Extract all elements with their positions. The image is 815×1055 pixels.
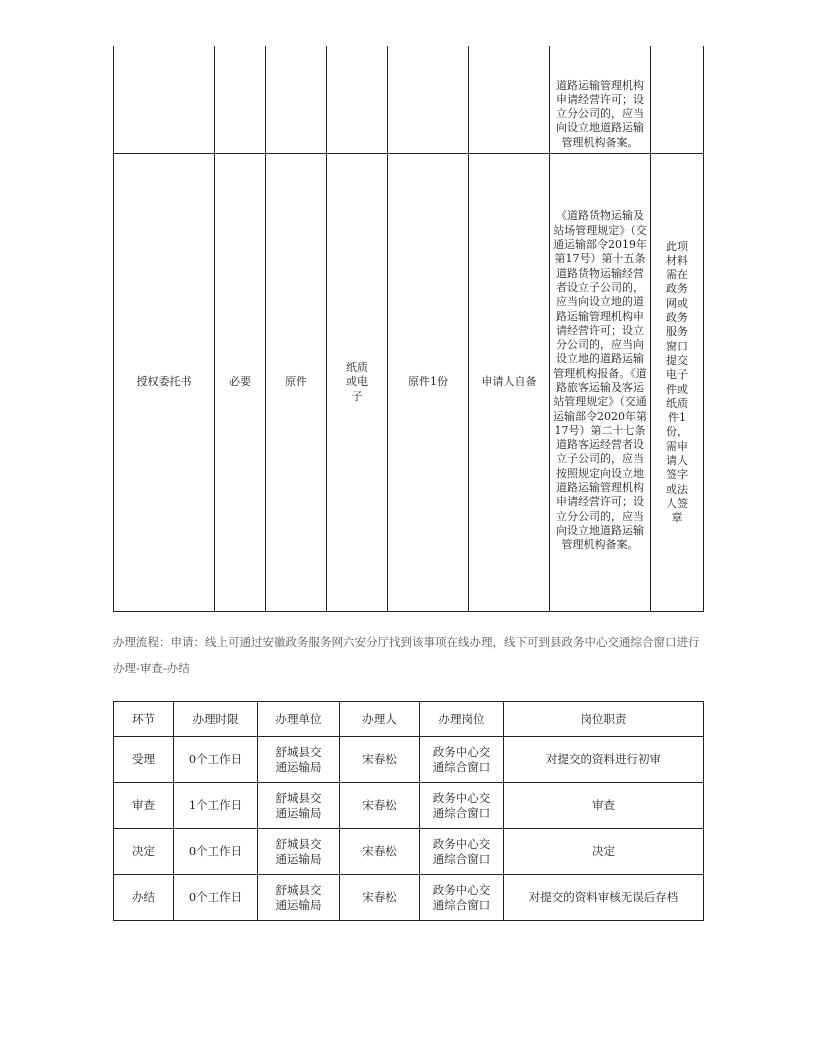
step-unit: 舒城县交通运输局 <box>258 875 340 921</box>
step-unit: 舒城县交通运输局 <box>258 737 340 783</box>
step-name: 受理 <box>114 737 174 783</box>
materials-row <box>114 154 704 612</box>
step-person: 宋春松 <box>340 829 420 875</box>
material-medium: 纸质或电子 <box>327 154 388 612</box>
steps-row <box>114 875 704 921</box>
step-unit: 舒城县交通运输局 <box>258 829 340 875</box>
steps-header: 岗位职责 <box>504 702 704 737</box>
step-post: 政务中心交通综合窗口 <box>420 875 504 921</box>
step-name: 决定 <box>114 829 174 875</box>
steps-header: 办理人 <box>340 702 420 737</box>
step-limit: 0个工作日 <box>174 737 258 783</box>
step-name: 审查 <box>114 783 174 829</box>
step-post: 政务中心交通综合窗口 <box>420 783 504 829</box>
step-post: 政务中心交通综合窗口 <box>420 829 504 875</box>
steps-header: 办理时限 <box>174 702 258 737</box>
materials-table <box>113 46 704 612</box>
step-person: 宋春松 <box>340 875 420 921</box>
steps-header-row <box>114 702 704 737</box>
step-duty: 审查 <box>504 783 704 829</box>
material-basis-fragment: 道路运输管理机构申请经营许可；设立分公司的，应当向设立地道路运输管理机构备案。 <box>550 46 651 154</box>
step-person: 宋春松 <box>340 737 420 783</box>
step-limit: 0个工作日 <box>174 829 258 875</box>
process-text: 办理流程：申请：线上可通过安徽政务服务网六安分厅找到该事项在线办理，线下可到县政务中心交通综合窗口进行办理-审查-办结 <box>113 635 700 675</box>
material-required: 必要 <box>215 154 266 612</box>
materials-row-fragment <box>114 46 704 154</box>
steps-header: 办理单位 <box>258 702 340 737</box>
steps-row <box>114 737 704 783</box>
material-form: 原件 <box>266 154 327 612</box>
step-person: 宋春松 <box>340 783 420 829</box>
steps-table <box>113 701 704 921</box>
steps-header: 办理岗位 <box>420 702 504 737</box>
step-limit: 0个工作日 <box>174 875 258 921</box>
material-count: 原件1份 <box>388 154 469 612</box>
steps-header: 环节 <box>114 702 174 737</box>
step-name: 办结 <box>114 875 174 921</box>
step-limit: 1个工作日 <box>174 783 258 829</box>
material-name: 授权委托书 <box>114 154 215 612</box>
material-source: 申请人自备 <box>469 154 550 612</box>
steps-row <box>114 783 704 829</box>
step-duty: 对提交的资料进行初审 <box>504 737 704 783</box>
material-remark: 此项材料需在政务网或政务服务窗口提交电子件或纸质件1份，需申请人签字或法人签章 <box>651 154 704 612</box>
step-duty: 对提交的资料审核无误后存档 <box>504 875 704 921</box>
step-duty: 决定 <box>504 829 704 875</box>
step-post: 政务中心交通综合窗口 <box>420 737 504 783</box>
material-basis: 《道路货物运输及站场管理规定》（交通运输部令2019年第17号）第十五条 道路货物运输经营者设立子公司的，应当向设立地的道路运输管理机构申请经营许可；设立分公司的，应当向设立地的道路运输管理机构报备。《道路旅客运输及客运站管理规定》（交通运输部令2020年第17号）第二十七条 道路客运经营者设立子公司的，应当按照规定向设立地道路运输管理机构申请经营许可；设立分公司的，应当向设立地道路运输管理机构备案。 <box>550 154 651 612</box>
step-unit: 舒城县交通运输局 <box>258 783 340 829</box>
steps-row <box>114 829 704 875</box>
